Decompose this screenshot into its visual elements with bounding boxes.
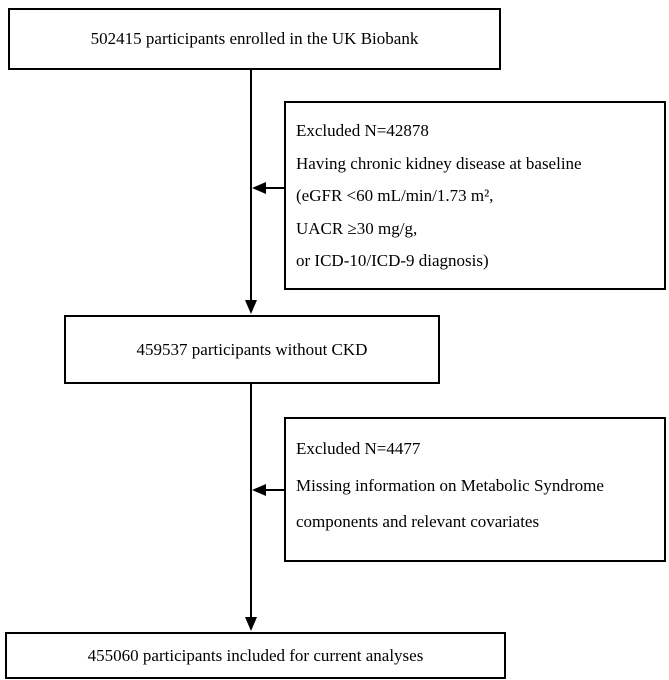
arrowhead-left-1 — [252, 182, 266, 194]
exclusion-mets-line-1: Excluded N=4477 — [296, 439, 421, 458]
exclusion-ckd-line-1: Excluded N=42878 — [296, 121, 429, 140]
included-box — [5, 632, 506, 679]
exclusion-mets-line-3: components and relevant covariates — [296, 512, 540, 531]
exclusion-ckd-line-5: or ICD-10/ICD-9 diagnosis) — [296, 251, 489, 270]
exclusion-mets-line-2: Missing information on Metabolic Syndrome — [296, 475, 604, 495]
enrolled-box — [8, 8, 501, 70]
exclusion-ckd-box — [284, 101, 666, 290]
exclusion-mets-box — [284, 417, 666, 562]
without-ckd-text: 459537 participants without CKD — [136, 339, 368, 359]
arrowhead-down-2 — [245, 617, 257, 631]
without-ckd-box — [64, 315, 440, 384]
exclusion-ckd-line-3: (eGFR <60 mL/min/1.73 m², — [296, 186, 494, 205]
arrowhead-down-1 — [245, 300, 257, 314]
enrolled-text: 502415 participants enrolled in the UK Biobank — [90, 29, 419, 48]
exclusion-ckd-line-4: UACR ≥30 mg/g, — [296, 218, 418, 238]
included-text: 455060 participants included for current analyses — [87, 645, 424, 665]
arrowhead-left-2 — [252, 484, 266, 496]
exclusion-ckd-line-2: Having chronic kidney disease at baseline — [296, 153, 582, 173]
